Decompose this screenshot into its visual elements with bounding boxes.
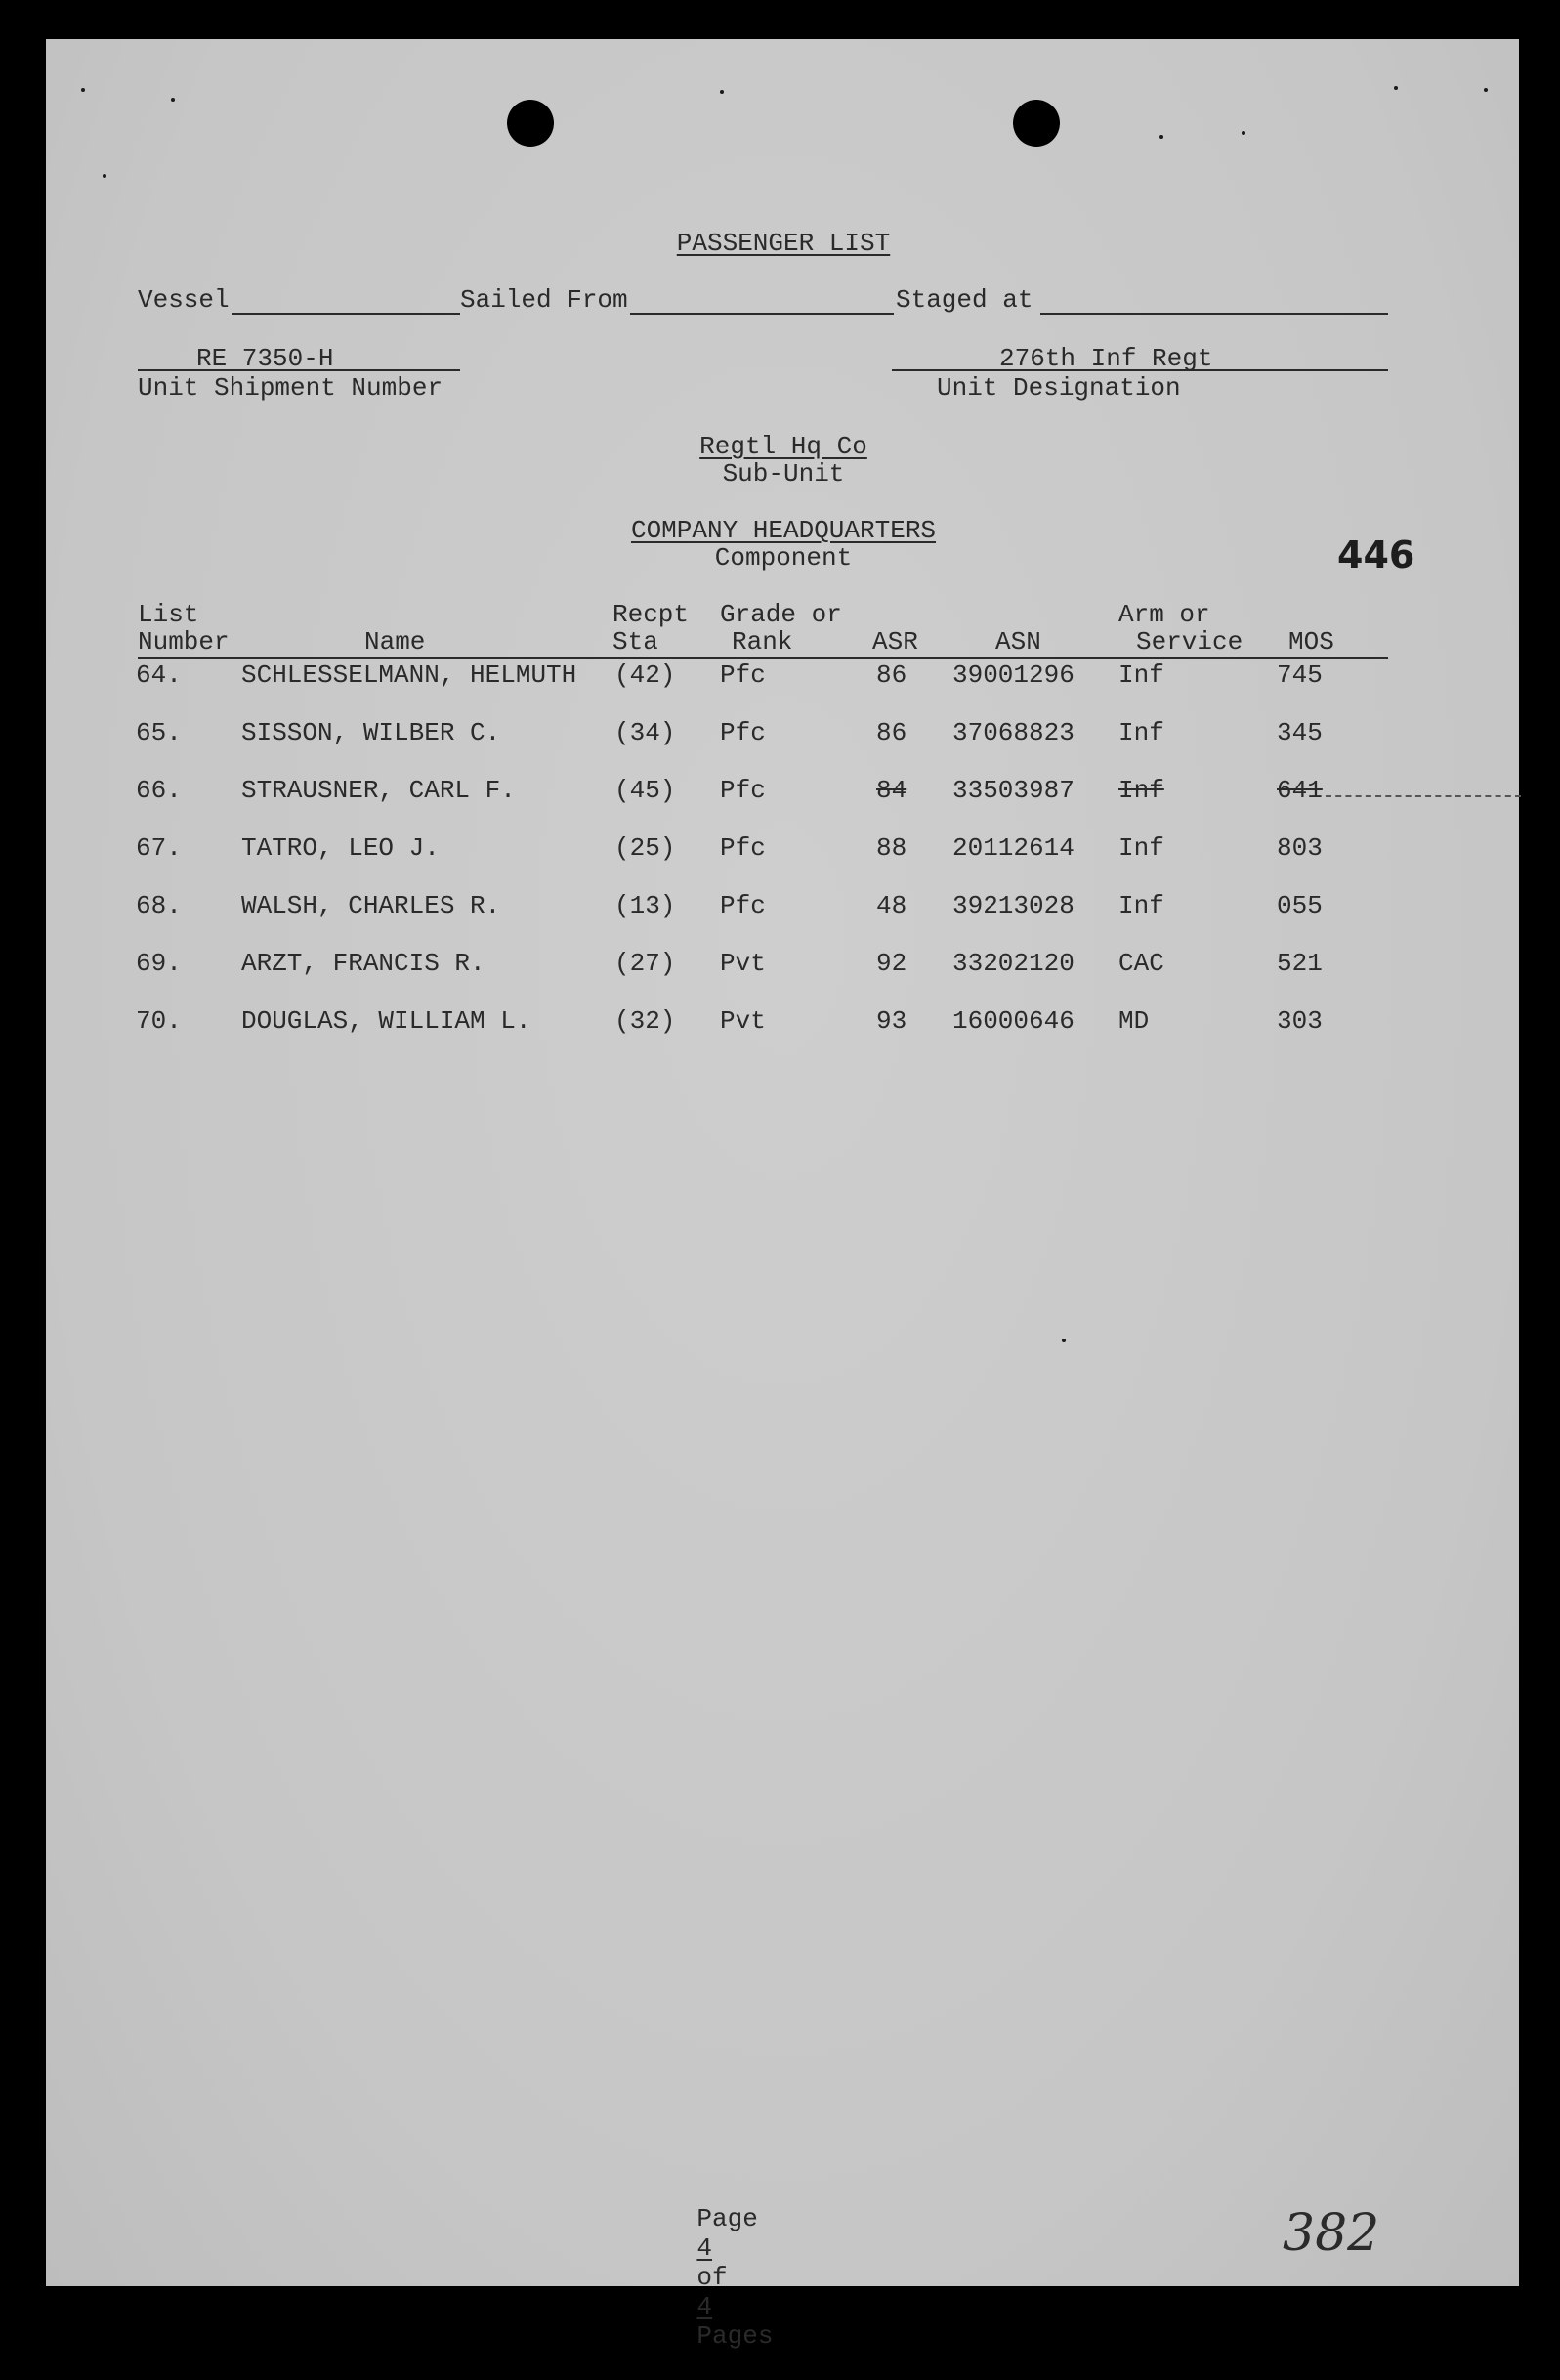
asr: 86 [876, 718, 907, 747]
col-list-number-line2: Number [138, 627, 230, 657]
mos: 303 [1277, 1006, 1323, 1036]
col-arm-line2: Service [1136, 627, 1244, 657]
col-recpt-sta-line1: Recpt [612, 600, 690, 629]
rank: Pvt [720, 949, 766, 978]
list-number: 69. [136, 949, 182, 978]
passenger-name: DOUGLAS, WILLIAM L. [241, 1006, 531, 1036]
page-word: Page [696, 2204, 758, 2233]
vessel-label: Vessel [138, 285, 230, 315]
header-rule [138, 657, 1388, 659]
list-number: 65. [136, 718, 182, 747]
asn: 16000646 [952, 1006, 1075, 1036]
col-asn: ASN [995, 627, 1041, 657]
arm-service: Inf [1118, 891, 1164, 920]
rank: Pfc [720, 833, 766, 863]
list-number: 64. [136, 660, 182, 690]
arm-service: Inf [1118, 660, 1164, 690]
sailed-from-label: Sailed From [460, 285, 628, 315]
passenger-name: WALSH, CHARLES R. [241, 891, 501, 920]
vessel-field [232, 313, 460, 315]
speck [81, 88, 85, 92]
passenger-name: ARZT, FRANCIS R. [241, 949, 485, 978]
arm-service: Inf [1118, 718, 1164, 747]
page-footer [636, 2175, 773, 2380]
unit-shipment-number-label: Unit Shipment Number [138, 373, 443, 403]
col-grade-line2: Rank [732, 627, 793, 657]
sub-unit-label: Sub-Unit [722, 459, 845, 489]
table-row [46, 833, 1521, 872]
col-arm-line1: Arm or [1118, 600, 1210, 629]
arm-service: Inf [1118, 833, 1164, 863]
asr: 93 [876, 1006, 907, 1036]
passenger-name: TATRO, LEO J. [241, 833, 440, 863]
asn: 33202120 [952, 949, 1075, 978]
staged-at-label: Staged at [896, 285, 1033, 315]
passenger-name: SISSON, WILBER C. [241, 718, 501, 747]
unit-designation-label: Unit Designation [937, 373, 1181, 403]
arm-service: Inf [1118, 776, 1164, 805]
arm-service: CAC [1118, 949, 1164, 978]
recpt-sta: (27) [614, 949, 676, 978]
component: COMPANY HEADQUARTERS [630, 516, 937, 545]
sub-unit: Regtl Hq Co [699, 432, 867, 461]
asr: 92 [876, 949, 907, 978]
page-total: 4 [696, 2292, 713, 2321]
col-mos: MOS [1288, 627, 1334, 657]
handwritten-number: 382 [1283, 2204, 1380, 2263]
mos: 745 [1277, 660, 1323, 690]
of-word: of [696, 2263, 728, 2292]
list-number: 67. [136, 833, 182, 863]
mos: 521 [1277, 949, 1323, 978]
speck [103, 174, 106, 178]
col-grade-line1: Grade or [720, 600, 842, 629]
recpt-sta: (25) [614, 833, 676, 863]
speck [1484, 88, 1488, 92]
rank: Pfc [720, 660, 766, 690]
unit-designation-line [892, 369, 1388, 371]
sailed-from-field [630, 313, 894, 315]
page-current: 4 [696, 2233, 713, 2263]
rank: Pfc [720, 891, 766, 920]
list-number: 66. [136, 776, 182, 805]
asr: 88 [876, 833, 907, 863]
recpt-sta: (13) [614, 891, 676, 920]
asr: 86 [876, 660, 907, 690]
speck [1062, 1339, 1066, 1342]
passenger-name: SCHLESSELMANN, HELMUTH [241, 660, 577, 690]
speck [1159, 135, 1163, 139]
rank: Pfc [720, 718, 766, 747]
speck [1394, 86, 1398, 90]
table-row [46, 1006, 1521, 1045]
staged-at-field [1040, 313, 1388, 315]
stamped-number: 446 [1337, 533, 1415, 576]
col-recpt-sta-line2: Sta [612, 627, 658, 657]
table-row [46, 891, 1521, 930]
arm-service: MD [1118, 1006, 1150, 1036]
page-title: PASSENGER LIST [676, 229, 891, 258]
passenger-table [46, 660, 1521, 1071]
asr: 48 [876, 891, 907, 920]
recpt-sta: (45) [614, 776, 676, 805]
speck [171, 98, 175, 102]
recpt-sta: (32) [614, 1006, 676, 1036]
unit-designation: 276th Inf Regt [999, 344, 1213, 373]
punch-hole-right [1013, 100, 1060, 147]
mos: 345 [1277, 718, 1323, 747]
table-row [46, 718, 1521, 757]
mos: 641 [1277, 776, 1323, 805]
speck [1242, 131, 1245, 135]
unit-shipment-number: RE 7350-H [196, 344, 334, 373]
dashed-mark [1326, 795, 1521, 797]
recpt-sta: (34) [614, 718, 676, 747]
col-list-number-line1: List [138, 600, 199, 629]
list-number: 68. [136, 891, 182, 920]
rank: Pvt [720, 1006, 766, 1036]
mos: 055 [1277, 891, 1323, 920]
asn: 37068823 [952, 718, 1075, 747]
col-asr: ASR [872, 627, 918, 657]
asr: 84 [876, 776, 907, 805]
asn: 39213028 [952, 891, 1075, 920]
mos: 803 [1277, 833, 1323, 863]
speck [720, 90, 724, 94]
recpt-sta: (42) [614, 660, 676, 690]
passenger-name: STRAUSNER, CARL F. [241, 776, 516, 805]
component-label: Component [714, 543, 853, 573]
table-row [46, 660, 1521, 700]
punch-hole-left [507, 100, 554, 147]
asn: 20112614 [952, 833, 1075, 863]
document-page [46, 39, 1519, 2351]
unit-shipment-number-line [138, 369, 460, 371]
list-number: 70. [136, 1006, 182, 1036]
table-row [46, 949, 1521, 988]
rank: Pfc [720, 776, 766, 805]
asn: 39001296 [952, 660, 1075, 690]
asn: 33503987 [952, 776, 1075, 805]
col-name: Name [364, 627, 426, 657]
pages-word: Pages [696, 2321, 774, 2351]
table-row [46, 776, 1521, 815]
